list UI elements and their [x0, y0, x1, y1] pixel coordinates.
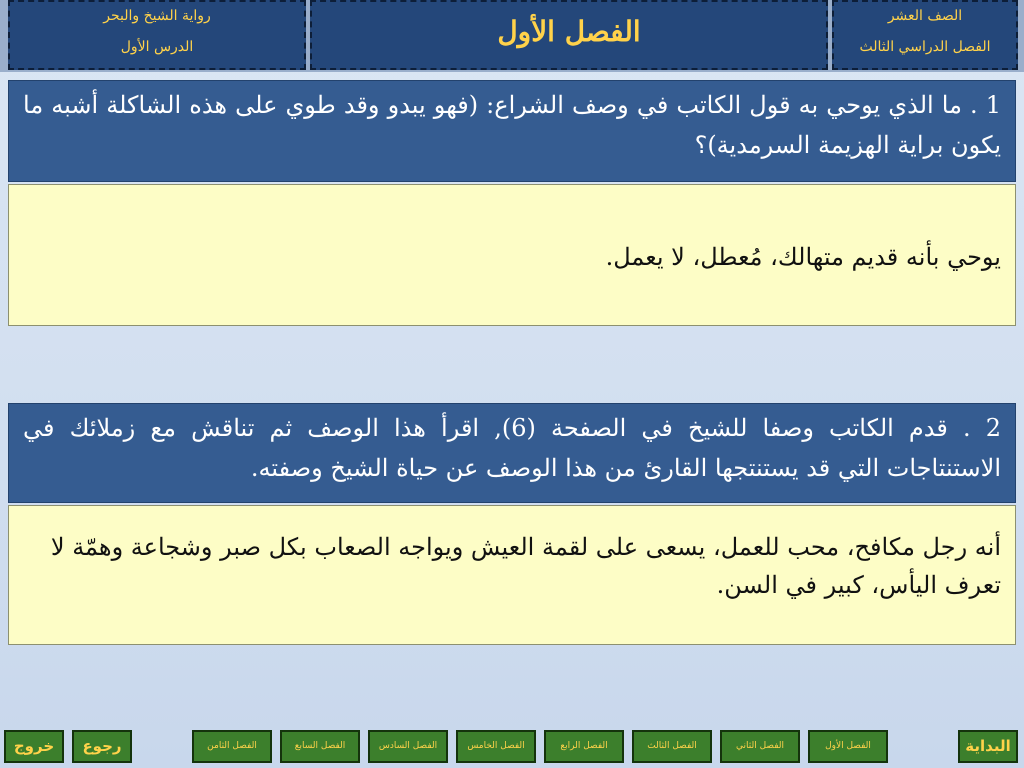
grade-label: الصف العشر — [887, 8, 963, 24]
novel-label: رواية الشيخ والبحر — [103, 8, 211, 24]
question-2: 2 . قدم الكاتب وصفا للشيخ في الصفحة (6), اقرأ هذا الوصف ثم تناقش مع زملائك في الاستنتاجات التي قد يستنتجها القارئ من هذا الوصف عن حياة الشيخ وصفته. — [8, 403, 1016, 503]
lesson-label: الدرس الأول — [120, 39, 194, 55]
chapter-2-button[interactable]: الفصل الثاني — [720, 730, 800, 763]
chapter-7-button[interactable]: الفصل السابع — [280, 730, 360, 763]
chapter-1-button[interactable]: الفصل الأول — [808, 730, 888, 763]
header-bar — [0, 0, 1024, 72]
back-button[interactable]: رجوع — [72, 730, 132, 763]
grade-term-box — [832, 0, 1018, 70]
novel-lesson-box — [8, 0, 306, 70]
question-1: 1 . ما الذي يوحي به قول الكاتب في وصف الشراع: (فهو يبدو وقد طوي على هذه الشاكلة أشبه ما يكون براية الهزيمة السرمدية)؟ — [8, 80, 1016, 182]
footer-navigation — [0, 725, 1024, 768]
chapter-6-button[interactable]: الفصل السادس — [368, 730, 448, 763]
answer-2: أنه رجل مكافح، محب للعمل، يسعى على لقمة العيش ويواجه الصعاب بكل صبر وشجاعة وهمّة لا تعرف اليأس، كبير في السن. — [8, 505, 1016, 645]
chapter-4-button[interactable]: الفصل الرابع — [544, 730, 624, 763]
chapter-8-button[interactable]: الفصل الثامن — [192, 730, 272, 763]
start-button[interactable]: البداية — [958, 730, 1018, 763]
term-label: الفصل الدراسي الثالث — [859, 39, 991, 55]
chapter-3-button[interactable]: الفصل الثالث — [632, 730, 712, 763]
exit-button[interactable]: خروج — [4, 730, 64, 763]
page-title: الفصل الأول — [497, 15, 641, 48]
chapter-title-box — [310, 0, 828, 70]
chapter-5-button[interactable]: الفصل الخامس — [456, 730, 536, 763]
answer-1: يوحي بأنه قديم متهالك، مُعطل، لا يعمل. — [8, 184, 1016, 326]
